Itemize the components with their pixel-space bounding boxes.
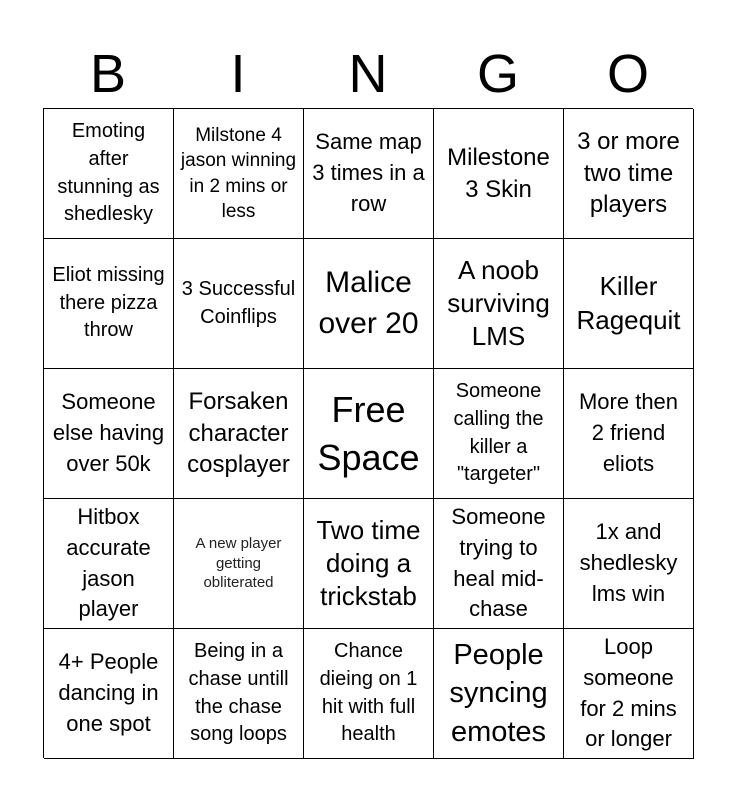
cell-text: Free Space xyxy=(317,388,420,478)
bingo-cell[interactable] xyxy=(44,239,174,369)
bingo-cell[interactable] xyxy=(174,239,304,369)
cell-text: A noob surviving LMS xyxy=(447,254,550,352)
bingo-cell[interactable] xyxy=(434,629,564,759)
cell-text: Someone trying to heal mid-chase xyxy=(451,503,546,622)
cell-text: 1x and shedlesky lms win xyxy=(579,519,678,606)
bingo-cell[interactable] xyxy=(44,369,174,499)
header-letter-g: G xyxy=(476,44,519,104)
cell-text: People syncing emotes xyxy=(449,638,548,748)
bingo-cell[interactable] xyxy=(304,239,434,369)
bingo-cell[interactable] xyxy=(434,369,564,499)
cell-text: Loop someone for 2 mins or longer xyxy=(580,633,677,752)
cell-text: Milstone 4 jason winning in 2 mins or less xyxy=(180,125,297,222)
cell-text: Emoting after stunning as shedlesky xyxy=(57,120,160,226)
cell-text: Chance dieing on 1 hit with full health xyxy=(319,640,418,746)
bingo-cell[interactable] xyxy=(304,499,434,629)
cell-text: Eliot missing there pizza throw xyxy=(52,264,165,342)
cell-text: Forsaken character cosplayer xyxy=(187,387,290,479)
header-letter-o: O xyxy=(606,44,649,104)
cell-text: Malice over 20 xyxy=(318,266,419,340)
bingo-header xyxy=(43,40,693,108)
bingo-cell[interactable] xyxy=(434,499,564,629)
bingo-cell[interactable] xyxy=(564,109,694,239)
bingo-cell[interactable] xyxy=(304,109,434,239)
bingo-cell[interactable] xyxy=(434,239,564,369)
bingo-cell[interactable] xyxy=(564,369,694,499)
bingo-cell[interactable] xyxy=(44,109,174,239)
cell-text: A new player getting obliterated xyxy=(195,535,282,592)
bingo-cell[interactable] xyxy=(304,629,434,759)
cell-text: More then 2 friend eliots xyxy=(578,389,679,476)
cell-text: 4+ People dancing in one spot xyxy=(58,649,159,736)
bingo-board xyxy=(43,108,693,758)
bingo-cell[interactable] xyxy=(174,629,304,759)
bingo-cell[interactable] xyxy=(174,499,304,629)
cell-text: Two time doing a trickstab xyxy=(316,514,421,612)
cell-text: Hitbox accurate jason player xyxy=(66,503,151,622)
header-letter-i: I xyxy=(230,44,246,104)
bingo-cell[interactable] xyxy=(174,109,304,239)
bingo-cell[interactable] xyxy=(564,499,694,629)
bingo-cell[interactable] xyxy=(44,629,174,759)
bingo-cell[interactable] xyxy=(434,109,564,239)
bingo-cell[interactable] xyxy=(44,499,174,629)
cell-text: Killer Ragequit xyxy=(576,271,681,335)
cell-text: Milestone 3 Skin xyxy=(447,143,550,203)
cell-text: 3 Successful Coinflips xyxy=(181,277,296,328)
cell-text: Same map 3 times in a row xyxy=(312,129,425,216)
bingo-cell[interactable] xyxy=(564,239,694,369)
free-space-cell[interactable] xyxy=(304,369,434,499)
bingo-cell[interactable] xyxy=(174,369,304,499)
cell-text: Someone else having over 50k xyxy=(52,389,165,476)
header-letter-n: N xyxy=(348,44,388,104)
cell-text: Someone calling the killer a "targeter" xyxy=(453,380,544,486)
cell-text: Being in a chase untill the chase song loops xyxy=(188,640,289,746)
header-letter-b: B xyxy=(89,44,127,104)
bingo-cell[interactable] xyxy=(564,629,694,759)
cell-text: 3 or more two time players xyxy=(577,127,680,219)
